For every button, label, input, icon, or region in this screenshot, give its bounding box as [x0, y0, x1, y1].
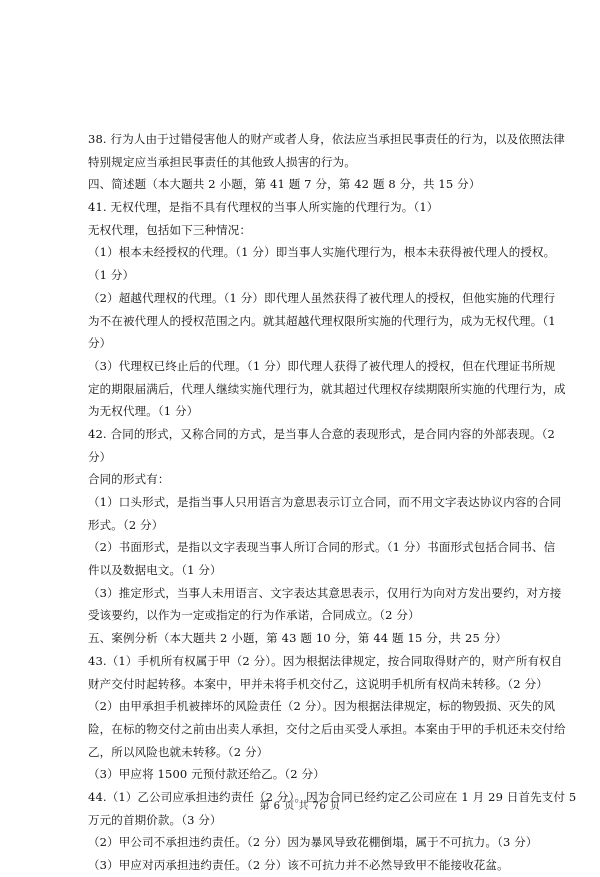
- page-number-footer: 第 6 页 共 76 页: [259, 801, 341, 812]
- text-line: 42. 合同的形式，又称合同的方式，是当事人合意的表现形式，是合同内容的外部表现。（2: [88, 426, 555, 441]
- section-heading: 四、简述题（本大题共 2 小题，第 41 题 7 分，第 42 题 8 分，共 15 分）: [88, 177, 481, 192]
- text-line: 特别规定应当承担民事责任的其他致人损害的行为。: [88, 154, 356, 169]
- text-line: （1）根本未经授权的代理。（1 分）即当事人实施代理行为，根本未获得被代理人的授权。: [88, 245, 556, 260]
- text-line: 合同的形式有：: [88, 472, 170, 487]
- text-line: （3）代理权已终止后的代理。（1 分）即代理人获得了被代理人的授权，但在代理证书所规: [88, 358, 556, 373]
- text-line: 44.（1）乙公司应承担违约责任（2 分）。因为合同已经约定乙公司应在 1 月 29 日首先支付 5: [88, 789, 577, 804]
- text-line: 无权代理，包括如下三种情况：: [88, 222, 252, 237]
- text-line: 受该要约，以作为一定或指定的行为作承诺，合同成立。（2 分）: [88, 608, 420, 623]
- text-line: 分）: [88, 449, 112, 464]
- text-line: （3）甲应将 1500 元预付款还给乙。（2 分）: [88, 767, 325, 782]
- section-heading: 五、案例分析（本大题共 2 小题，第 43 题 10 分，第 44 题 15 分，共 25 分）: [88, 631, 508, 646]
- text-line: 险，在标的物交付之前由出卖人承担，交付之后由买受人承担。本案由于甲的手机还未交付给: [88, 721, 566, 736]
- text-line: 为不在被代理人的授权范围之内。就其超越代理权限所实施的代理行为，成为无权代理。（1: [88, 313, 556, 328]
- answer-text-body: [88, 128, 577, 877]
- text-line: 财产交付时起转移。本案中，甲并未将手机交付乙，这说明手机所有权尚未转移。（2 分）: [88, 676, 548, 691]
- text-line: 43.（1）手机所有权属于甲（2 分）。因为根据法律规定，按合同取得财产的，财产所有权自: [88, 653, 563, 668]
- text-line: 为无权代理。（1 分）: [88, 404, 199, 419]
- text-line: 38. 行为人由于过错侵害他人的财产或者人身，依法应当承担民事责任的行为，以及依照法律: [88, 132, 565, 146]
- text-line: （2）书面形式，是指以文字表现当事人所订合同的形式。（1 分）书面形式包括合同书、信: [88, 540, 556, 555]
- text-line: 41. 无权代理，是指不具有代理权的当事人所实施的代理行为。（1）: [88, 200, 439, 215]
- text-line: 件以及数据电文。（1 分）: [88, 563, 222, 578]
- text-line: 形式。（2 分）: [88, 517, 164, 532]
- text-line: 定的期限届满后，代理人继续实施代理行为，就其超过代理权存续期限所实施的代理行为，成: [88, 381, 566, 396]
- text-line: （3）推定形式，当事人未用语言、文字表达其意思表示，仅用行为向对方发出要约，对方接: [88, 585, 562, 600]
- text-line: （1）口头形式，是指当事人只用语言为意思表示订立合同，而不用文字表达协议内容的合同: [88, 495, 562, 509]
- text-line: （2）由甲承担手机被摔坏的风险责任（2 分）。因为根据法律规定，标的物毁损、灭失的风: [88, 699, 556, 714]
- text-line: （3）甲应对丙承担违约责任。（2 分）该不可抗力并不必然导致甲不能接收花盆。: [88, 858, 509, 872]
- text-line: （2）甲公司不承担违约责任。（2 分）因为暴风导致花棚倒塌，属于不可抗力。（3 分）: [88, 835, 538, 850]
- text-line: （1 分）: [88, 268, 135, 283]
- text-line: （2）超越代理权的代理。（1 分）即代理人虽然获得了被代理人的授权，但他实施的代理行: [88, 290, 556, 305]
- text-line: 分）: [88, 336, 112, 351]
- text-line: 乙，所以风险也就未转移。（2 分）: [88, 744, 269, 759]
- text-line: 万元的首期价款。（3 分）: [88, 812, 222, 827]
